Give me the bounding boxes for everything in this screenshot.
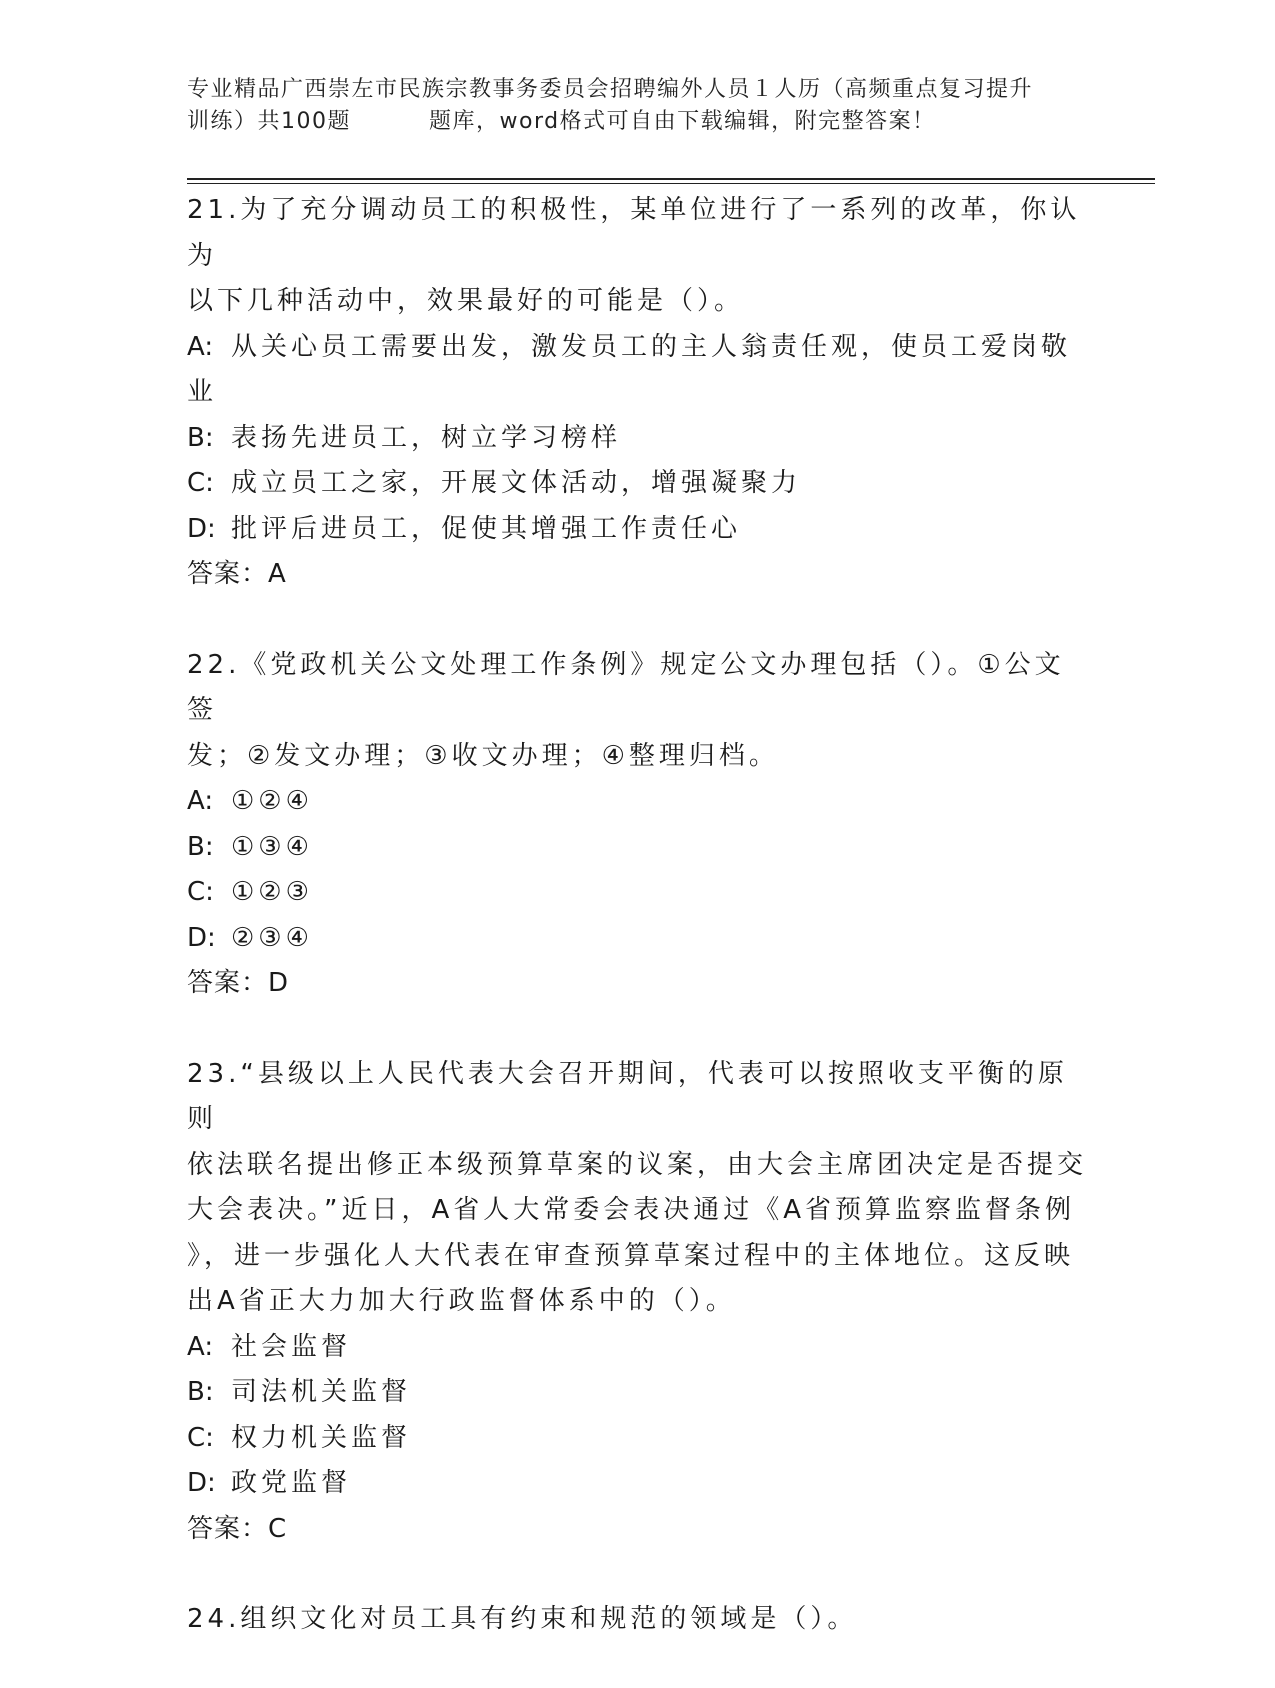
option-a [187,1325,1087,1371]
question-text-line: 发；②发文办理；③收文办理；④整理归档。 [187,740,779,771]
option-a [187,779,1087,825]
option-c [187,1416,1087,1462]
option-text: 批评后进员工，促使其增强工作责任心 [231,513,742,544]
option-d [187,916,1087,962]
option-text: 表扬先进员工，树立学习榜样 [231,422,622,453]
header-divider-thick [187,178,1155,180]
option-b [187,825,1087,871]
question-21 [187,188,1087,598]
option-b [187,416,1087,462]
option-letter: B: [187,831,214,862]
header-line-2 [187,106,1087,138]
question-text-line: 22.《党政机关公文处理工作条例》规定公文办理包括（）。①公文签 [187,649,1065,725]
question-24 [187,1597,1087,1643]
option-text: ②③④ [231,922,313,953]
question-text-line: 21.为了充分调动员工的积极性，某单位进行了一系列的改革，你认为 [187,195,1081,271]
question-text-line: 》，进一步强化人大代表在审查预算草案过程中的主体地位。这反映 [187,1240,1075,1271]
option-d [187,507,1087,553]
question-22 [187,643,1087,1007]
option-text: 司法机关监督 [231,1377,412,1407]
question-text-line: 24.组织文化对员工具有约束和规范的领域是（）。 [187,1604,858,1634]
option-text: 权力机关监督 [231,1422,412,1453]
question-list [187,188,1087,1688]
option-text: ①②③ [231,877,313,907]
question-23 [187,1052,1087,1553]
question-text-line: 依法联名提出修正本级预算草案的议案，由大会主席团决定是否提交 [187,1149,1088,1180]
question-text-line: 23.“县级以上人民代表大会召开期间，代表可以按照收支平衡的原则 [187,1058,1068,1134]
option-letter: C: [187,877,214,907]
answer-line: 答案：C [187,1513,288,1544]
option-letter: D: [187,513,216,544]
option-text: 从关心员工需要出发，激发员工的主人翁责任观，使员工爱岗敬业 [187,331,1072,407]
option-a [187,325,1087,416]
option-letter: A: [187,331,214,362]
option-text: ①③④ [231,831,313,862]
option-d [187,1461,1087,1507]
option-c [187,870,1087,916]
answer-line: 答案：D [187,968,290,998]
option-text: ①②④ [231,786,313,816]
header-line-2-right: 题库，word格式可自由下载编辑，附完整答案！ [429,109,936,134]
question-text-line: 以下几种活动中，效果最好的可能是（）。 [187,286,745,316]
question-text-line: 出A省正大力加大行政监督体系中的（）。 [187,1286,736,1316]
option-text: 成立员工之家，开展文体活动，增强凝聚力 [231,468,802,498]
option-letter: B: [187,422,214,453]
document-header [187,74,1087,138]
option-b [187,1370,1087,1416]
option-letter: D: [187,922,216,953]
option-letter: C: [187,468,214,498]
question-text-line: 大会表决。”近日，A省人大常委会表决通过《A省预算监察监督条例 [187,1195,1076,1225]
header-line-2-left: 训练）共100题 [187,109,351,134]
option-letter: A: [187,786,214,816]
answer-line: 答案：A [187,559,287,589]
option-letter: D: [187,1468,216,1498]
option-text: 政党监督 [231,1468,352,1498]
option-text: 社会监督 [231,1331,352,1362]
option-letter: C: [187,1422,214,1453]
header-line-1: 专业精品广西崇左市民族宗教事务委员会招聘编外人员１人历（高频重点复习提升 [187,77,1034,102]
header-divider-thin [187,183,1155,184]
option-letter: A: [187,1331,214,1362]
option-letter: B: [187,1377,214,1407]
option-c [187,461,1087,507]
